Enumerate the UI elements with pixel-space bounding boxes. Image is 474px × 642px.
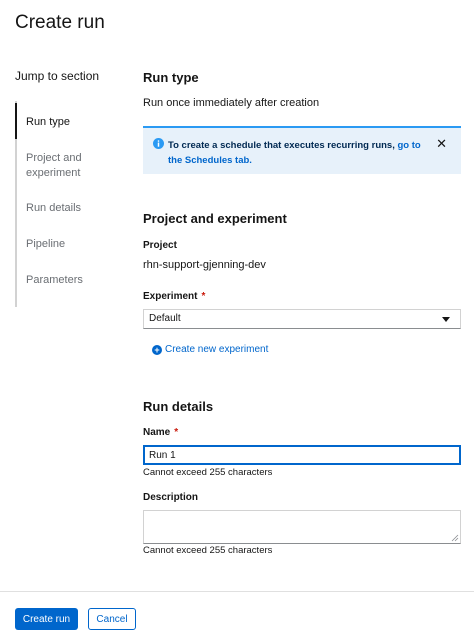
create-new-experiment-label: Create new experiment xyxy=(165,344,269,355)
jump-nav-active-indicator xyxy=(15,103,17,139)
project-experiment-section-title: Project and experiment xyxy=(143,211,287,226)
description-helper-text: Cannot exceed 255 characters xyxy=(143,545,273,556)
jump-nav-item-run-type[interactable]: Run type xyxy=(26,116,71,128)
name-input[interactable] xyxy=(143,445,461,465)
run-details-section-title: Run details xyxy=(143,399,214,414)
required-marker: * xyxy=(201,291,206,302)
create-run-button[interactable]: Create run xyxy=(15,608,78,630)
cancel-button[interactable]: Cancel xyxy=(88,608,136,630)
name-label-text: Name xyxy=(143,427,171,438)
schedule-info-alert xyxy=(143,126,461,174)
description-label: Description xyxy=(143,492,199,503)
experiment-label xyxy=(143,291,205,302)
jump-nav-heading: Jump to section xyxy=(15,69,100,83)
project-label: Project xyxy=(143,240,177,251)
jump-nav-item-parameters[interactable]: Parameters xyxy=(26,274,83,286)
name-helper-text: Cannot exceed 255 characters xyxy=(143,467,273,478)
alert-text: To create a schedule that executes recurring runs, xyxy=(168,140,398,151)
footer-divider xyxy=(0,591,474,592)
jump-nav-item-project-and-experiment[interactable]: Project and experiment xyxy=(26,152,82,179)
run-type-section-title: Run type xyxy=(143,70,199,85)
plus-circle-icon: + xyxy=(152,345,162,355)
create-new-experiment-link[interactable] xyxy=(152,344,268,355)
info-circle-icon xyxy=(153,138,164,149)
description-textarea[interactable] xyxy=(143,510,461,544)
caret-down-icon xyxy=(442,317,450,322)
experiment-select-value: Default xyxy=(149,313,181,324)
schedules-tab-link[interactable]: go to the Schedules tab. xyxy=(168,140,421,166)
run-type-description: Run once immediately after creation xyxy=(143,97,320,109)
alert-message xyxy=(168,138,428,168)
page-title: Create run xyxy=(15,12,105,33)
resize-handle-icon[interactable] xyxy=(451,534,459,542)
project-value: rhn-support-gjenning-dev xyxy=(143,259,266,271)
experiment-select[interactable] xyxy=(143,309,461,329)
jump-nav-item-pipeline[interactable]: Pipeline xyxy=(26,238,66,250)
name-label xyxy=(143,427,178,438)
close-icon[interactable]: ✕ xyxy=(436,136,447,151)
jump-nav-item-run-details[interactable]: Run details xyxy=(26,202,82,214)
experiment-label-text: Experiment xyxy=(143,291,198,302)
required-marker: * xyxy=(174,427,179,438)
